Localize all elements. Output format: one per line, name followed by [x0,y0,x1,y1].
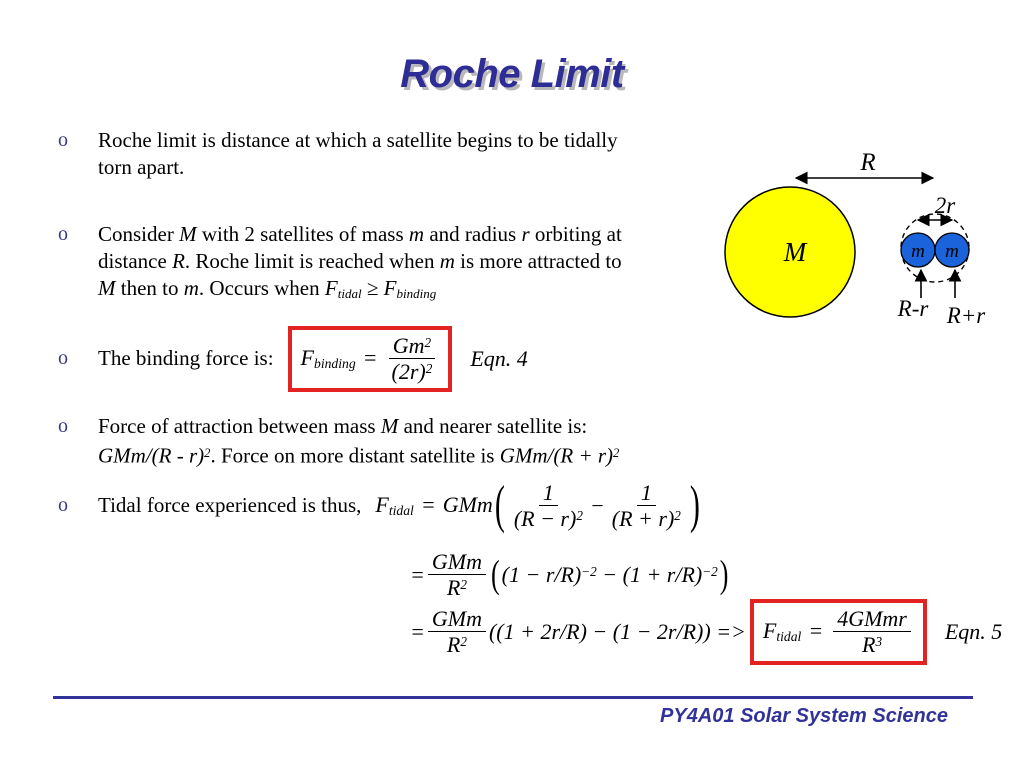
bullet-marker: o [58,223,68,245]
bullet-marker: o [58,347,68,370]
binding-force-equation: Fbinding = $\frac{Gm^2}{(2r)^2}$ [301,333,440,385]
tidal-result-equation-box [750,599,927,665]
far-distance-label: R+r [946,303,986,328]
fraction: $\frac{1}{(R - r)^2}$ [513,480,583,532]
footer-course-label: PY4A01 Solar System Science [660,705,948,727]
big-paren-open: ( [494,476,505,534]
bullet-roche-definition [58,127,618,181]
fraction: $\frac{1}{(R + r)^2}$ [611,480,681,532]
bullet-text: Roche limit is distance at which a satellite begins to be tidally torn apart. [98,128,618,179]
footer-divider [53,696,973,699]
fraction: $\frac{\text{GMm}}{R^2}$ [428,549,486,601]
eqn4-label: Eqn. 4 [470,345,528,371]
tall-paren-open: ( [490,552,500,596]
roche-diagram [690,140,1024,345]
bullet-binding-force [58,326,528,392]
tidal-expansion-equation: = $\frac{\text{GMm}}{R^2}$ ( $(1 - r/R)^{-2} - (1 + r/R)^{-2}$ ) [410,549,729,601]
satellite-right-label: m [945,241,959,262]
binding-force-lead: The binding force is: [98,346,274,371]
bullet-text: Force of attraction between mass M and nearer satellite is: GMm/(R - r)$^2$. Force on more distant satellite is $GMm/(R + r)^2$ [98,414,620,468]
bullet-marker: o [58,494,68,517]
tidal-result-equation: Ftidal = $\frac{\text{4GMmr}}{R^3}$ [763,606,914,658]
fraction: $\frac{\text{GMm}}{R^2}$ [428,606,486,658]
distance-label: R [860,149,876,176]
near-distance-label: R-r [897,296,929,321]
bullet-attraction-force [58,413,619,470]
bullet-marker: o [58,129,68,151]
fraction: $\frac{\text{4GMmr}}{R^3}$ [833,606,911,658]
eqn5-label: Eqn. 5 [944,618,1003,644]
satellite-left-label: m [911,241,925,262]
tidal-simplified-equation: = $\frac{\text{GMm}}{R^2}$ ((1 + 2r/R) − (1 − 2r/R)) => Ftidal = $\frac{\text{4GMmr}}{R^3}$ Eqn. 5 [410,599,1002,665]
primary-mass-label: M [783,237,807,267]
fraction: $\frac{Gm^2}{(2r)^2}$ [388,333,437,385]
bullet-text: Consider M with 2 satellites of mass m and radius r orbiting at distance R. Roche limit is reached when m is more attracted to M then to m. Occurs when Ftidal ≥ Fbinding [98,222,622,301]
tidal-force-lead: Tidal force experienced is thus, [98,493,362,518]
bullet-marker: o [58,415,68,437]
binding-force-equation-box [288,326,453,392]
bullet-consider-m [58,221,622,307]
big-paren-close: ) [689,476,700,534]
bullet-tidal-force [58,476,702,534]
tall-paren-close: ) [719,552,729,596]
page-title: Roche Limit [400,52,624,96]
tidal-force-equation: Ftidal = GMm ( $\frac{1}{(R - r)^2}$ − $\frac{1}{(R + r)^2}$ ) [375,476,700,534]
diameter-label: 2r [934,193,956,218]
